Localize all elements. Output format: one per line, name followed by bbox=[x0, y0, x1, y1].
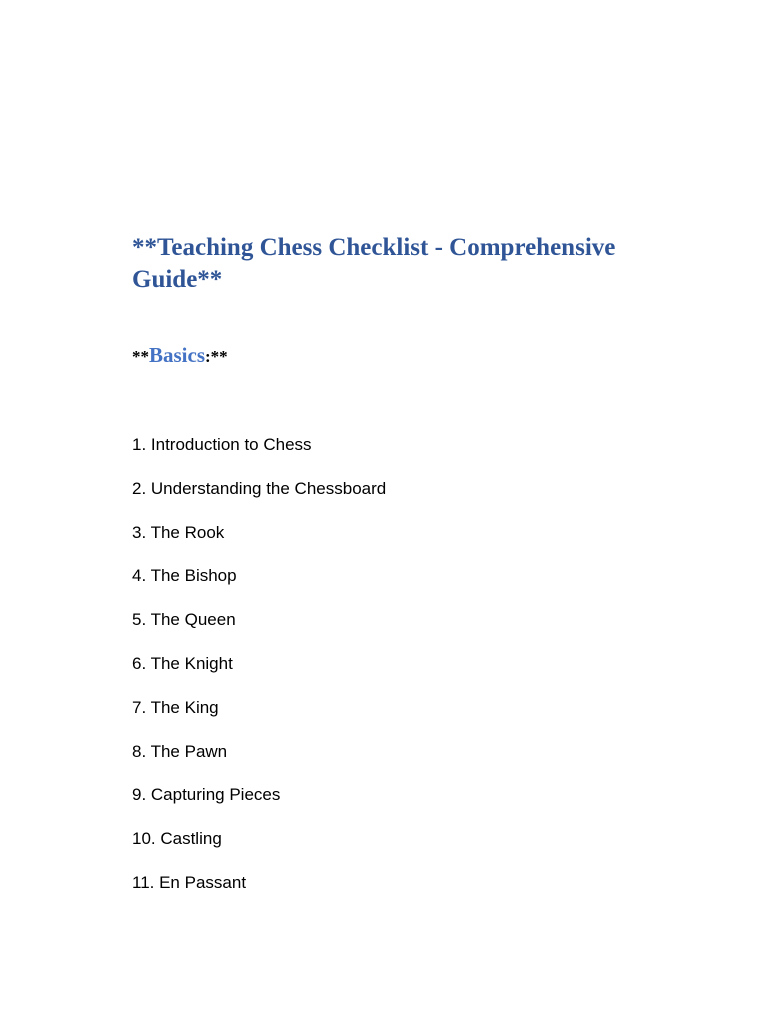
list-item: 4. The Bishop bbox=[132, 566, 237, 586]
list-item: 11. En Passant bbox=[132, 872, 247, 892]
section-heading-suffix: :** bbox=[205, 347, 228, 366]
section-heading-prefix: ** bbox=[132, 347, 149, 366]
list-item: 9. Capturing Pieces bbox=[132, 785, 281, 805]
list-item: 7. The King bbox=[132, 697, 219, 717]
basics-checklist bbox=[132, 432, 386, 914]
list-item: 6. The Knight bbox=[132, 653, 233, 673]
list-item: 8. The Pawn bbox=[132, 741, 228, 761]
list-item: 3. The Rook bbox=[132, 522, 225, 542]
section-heading-word: Basics bbox=[149, 343, 206, 367]
section-heading-basics bbox=[132, 340, 228, 372]
document-title: **Teaching Chess Checklist - Comprehensive Guide** bbox=[132, 234, 616, 293]
list-item: 5. The Queen bbox=[132, 610, 236, 630]
list-item: 1. Introduction to Chess bbox=[132, 435, 312, 454]
list-item: 2. Understanding the Chessboard bbox=[132, 478, 387, 498]
list-item: 10. Castling bbox=[132, 829, 222, 849]
